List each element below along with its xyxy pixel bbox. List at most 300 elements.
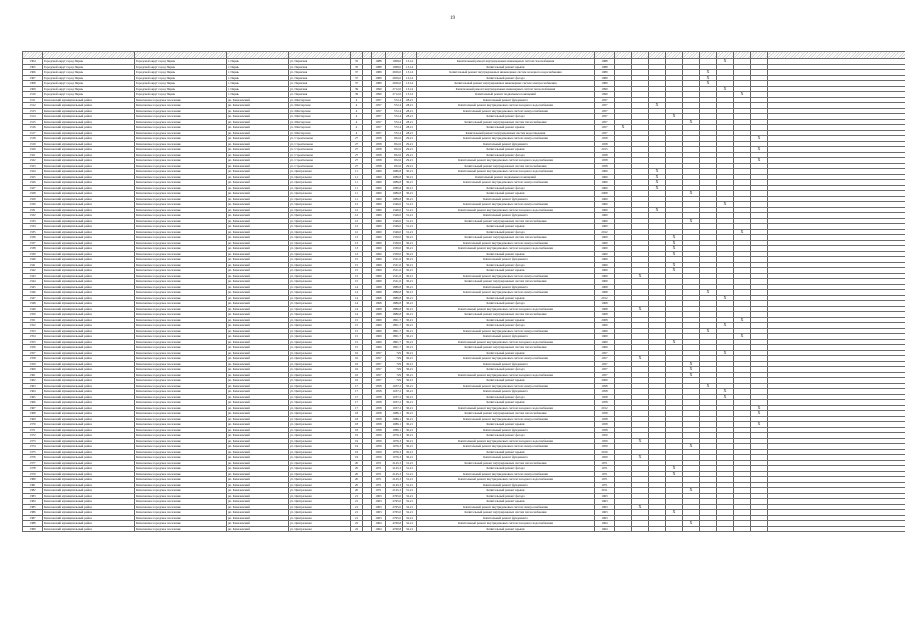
street-cell: ул. Центральная: [289, 515, 351, 521]
year-built-cell: 1988: [372, 59, 386, 65]
area-cell: 1521,6: [386, 279, 403, 285]
settlement-cell: Кизеловское городское поселение: [135, 119, 227, 125]
house-number-cell: 11: [351, 191, 363, 197]
locality-cell: рп. Кизеловский: [227, 460, 289, 466]
wear-cell: 30,21: [403, 389, 417, 395]
area-cell: 572,4: [386, 119, 403, 125]
street-cell: ул. Пермская: [289, 81, 351, 87]
year-built-cell: 1958: [372, 136, 386, 142]
municipal-district-cell: Кизеловский муниципальный район: [43, 416, 135, 422]
locality-cell: рп. Кизеловский: [227, 246, 289, 252]
table-row: [23, 526, 905, 532]
locality-cell: рп. Кизеловский: [227, 400, 289, 406]
area-cell: 1346,0: [386, 213, 403, 219]
header-cell: [43, 52, 135, 59]
mark-cell: X: [717, 295, 734, 301]
year-cell: 2011: [595, 488, 615, 494]
street-cell: ул. Центральная: [289, 488, 351, 494]
row-number-cell: 1317: [23, 130, 43, 136]
year-built-cell: 1957: [372, 350, 386, 356]
house-number-cell: 17: [351, 405, 363, 411]
area-cell: 2656,0: [386, 75, 403, 81]
municipal-district-cell: Кизеловский муниципальный район: [43, 526, 135, 532]
work-type-cell: Капитальный ремонт фасада: [417, 433, 595, 439]
year-built-cell: 1968: [372, 290, 386, 296]
settlement-cell: Кизеловское городское поселение: [135, 213, 227, 219]
locality-cell: рп. Кизеловский: [227, 251, 289, 257]
street-cell: ул. Строительная: [289, 158, 351, 164]
wear-cell: 13,14: [403, 81, 417, 87]
year-cell: 1960: [595, 180, 615, 186]
settlement-cell: Кизеловское городское поселение: [135, 114, 227, 120]
mark-cell: X: [700, 70, 717, 76]
row-number-cell: 1333: [23, 218, 43, 224]
municipal-district-cell: Городской округ город Пермь: [43, 59, 135, 65]
settlement-cell: Кизеловское городское поселение: [135, 108, 227, 114]
year-built-cell: 1958: [372, 158, 386, 164]
house-number-cell: 21: [351, 499, 363, 505]
mark-cell: X: [700, 290, 717, 296]
street-cell: ул. Центральная: [289, 246, 351, 252]
year-cell: 1958: [595, 389, 615, 395]
settlement-cell: Кизеловское городское поселение: [135, 515, 227, 521]
area-cell: 2712,0: [386, 92, 403, 98]
year-cell: 1958: [595, 136, 615, 142]
mark-cell: X: [751, 136, 768, 142]
wear-cell: 28,21: [403, 108, 417, 114]
locality-cell: рп. Кизеловский: [227, 213, 289, 219]
year-built-cell: 1963: [372, 510, 386, 516]
area-cell: 572,4: [386, 108, 403, 114]
header-cell: [700, 52, 717, 59]
row-number-cell: 1368: [23, 411, 43, 417]
area-cell: 1037,2: [386, 400, 403, 406]
locality-cell: рп. Кизеловский: [227, 339, 289, 345]
mark-cell: X: [649, 174, 666, 180]
settlement-cell: Городской округ город Пермь: [135, 86, 227, 92]
street-cell: ул. Пермская: [289, 64, 351, 70]
work-type-cell: Капитальный ремонт внутридомовых систем теплоснабжения: [417, 163, 595, 169]
street-cell: ул. Центральная: [289, 323, 351, 329]
house-number-cell: 16: [351, 372, 363, 378]
wear-cell: 29,21: [403, 141, 417, 147]
locality-cell: рп. Кизеловский: [227, 350, 289, 356]
work-type-cell: Капитальный ремонт фасада: [417, 367, 595, 373]
work-type-cell: Капитальный ремонт внутридомовых систем электроснабжения: [417, 273, 595, 279]
area-cell: 2145,3: [386, 471, 403, 477]
year-cell: 1960: [595, 218, 615, 224]
year-built-cell: 1971: [372, 466, 386, 472]
row-number-cell: 1371: [23, 427, 43, 433]
area-cell: 1330,0: [386, 246, 403, 252]
header-cell: [595, 52, 615, 59]
settlement-cell: Кизеловское городское поселение: [135, 394, 227, 400]
locality-cell: рп. Кизеловский: [227, 147, 289, 153]
wear-cell: 30,21: [403, 257, 417, 263]
work-type-cell: Капитальный ремонт внутридомовых систем холодного водоснабжения: [417, 438, 595, 444]
wear-cell: 13,14: [403, 75, 417, 81]
row-number-cell: 1379: [23, 471, 43, 477]
mark-cell: X: [717, 86, 734, 92]
settlement-cell: Кизеловское городское поселение: [135, 460, 227, 466]
street-cell: ул. Шахтерская: [289, 108, 351, 114]
area-cell: 729: [386, 356, 403, 362]
year-built-cell: 1958: [372, 147, 386, 153]
wear-cell: 31,21: [403, 229, 417, 235]
settlement-cell: Кизеловское городское поселение: [135, 262, 227, 268]
settlement-cell: Кизеловское городское поселение: [135, 224, 227, 230]
row-number-cell: 1359: [23, 361, 43, 367]
municipal-district-cell: Кизеловский муниципальный район: [43, 284, 135, 290]
house-number-cell: 4: [351, 119, 363, 125]
house-number-cell: 20: [351, 482, 363, 488]
locality-cell: рп. Кизеловский: [227, 108, 289, 114]
year-built-cell: 1968: [372, 295, 386, 301]
year-built-cell: 1971: [372, 488, 386, 494]
settlement-cell: Кизеловское городское поселение: [135, 290, 227, 296]
row-number-cell: 1315: [23, 119, 43, 125]
year-built-cell: 1969: [372, 323, 386, 329]
mark-cell: X: [717, 202, 734, 208]
wear-cell: 30,21: [403, 268, 417, 274]
area-cell: 2765,0: [386, 499, 403, 505]
year-cell: 1964: [595, 526, 615, 532]
year-cell: 1958: [595, 427, 615, 433]
house-number-cell: 15: [351, 268, 363, 274]
settlement-cell: Кизеловское городское поселение: [135, 521, 227, 527]
locality-cell: рп. Кизеловский: [227, 427, 289, 433]
municipal-district-cell: Кизеловский муниципальный район: [43, 444, 135, 450]
year-built-cell: 1969: [372, 262, 386, 268]
area-cell: 1801,7: [386, 323, 403, 329]
row-number-cell: 1338: [23, 246, 43, 252]
locality-cell: рп. Кизеловский: [227, 504, 289, 510]
locality-cell: г. Пермь: [227, 64, 289, 70]
locality-cell: рп. Кизеловский: [227, 141, 289, 147]
settlement-cell: Кизеловское городское поселение: [135, 334, 227, 340]
year-built-cell: 1964: [372, 521, 386, 527]
locality-cell: рп. Кизеловский: [227, 334, 289, 340]
settlement-cell: Кизеловское городское поселение: [135, 405, 227, 411]
work-type-cell: Капитальный ремонт внутридомовых систем холодного водоснабжения: [417, 477, 595, 483]
municipal-district-cell: Кизеловский муниципальный район: [43, 97, 135, 103]
row-number-cell: 1334: [23, 224, 43, 230]
year-cell: 2008: [595, 191, 615, 197]
work-type-cell: Капитальный ремонт внутридомовых систем холодного водоснабжения: [417, 207, 595, 213]
municipal-district-cell: Кизеловский муниципальный район: [43, 191, 135, 197]
house-number-cell: 13: [351, 235, 363, 241]
row-number-cell: 1360: [23, 367, 43, 373]
work-type-cell: Капитальный ремонт внутридомовых систем холодного водоснабжения: [417, 339, 595, 345]
year-cell: 1957: [595, 103, 615, 109]
year-built-cell: 1960: [372, 229, 386, 235]
area-cell: 2145,3: [386, 482, 403, 488]
locality-cell: рп. Кизеловский: [227, 103, 289, 109]
house-number-cell: 19: [351, 455, 363, 461]
house-number-cell: 15: [351, 257, 363, 263]
street-cell: ул. Центральная: [289, 378, 351, 384]
locality-cell: рп. Кизеловский: [227, 526, 289, 532]
year-cell: 1969: [595, 268, 615, 274]
header-cell: [135, 52, 227, 59]
municipal-district-cell: Кизеловский муниципальный район: [43, 125, 135, 131]
municipal-district-cell: Кизеловский муниципальный район: [43, 136, 135, 142]
year-cell: 1959: [595, 455, 615, 461]
year-cell: 1971: [595, 460, 615, 466]
municipal-district-cell: Кизеловский муниципальный район: [43, 196, 135, 202]
street-cell: ул. Центральная: [289, 416, 351, 422]
settlement-cell: Кизеловское городское поселение: [135, 499, 227, 505]
wear-cell: 30,21: [403, 350, 417, 356]
wear-cell: 30,21: [403, 323, 417, 329]
mark-cell: X: [683, 372, 700, 378]
house-number-cell: 21: [351, 493, 363, 499]
mark-cell: X: [717, 323, 734, 329]
municipal-district-cell: Кизеловский муниципальный район: [43, 383, 135, 389]
locality-cell: рп. Кизеловский: [227, 466, 289, 472]
row-number-cell: 1385: [23, 504, 43, 510]
work-type-cell: Капитальный ремонт внутридомовых систем теплоснабжения: [417, 279, 595, 285]
work-type-cell: Капитальный ремонт фундамента: [417, 213, 595, 219]
work-type-cell: Капитальный ремонт крыши: [417, 400, 595, 406]
settlement-cell: Городской округ город Пермь: [135, 64, 227, 70]
municipal-district-cell: Кизеловский муниципальный район: [43, 394, 135, 400]
year-cell: 1957: [595, 367, 615, 373]
header-cell: [683, 52, 700, 59]
settlement-cell: Кизеловское городское поселение: [135, 207, 227, 213]
wear-cell: 30,21: [403, 345, 417, 351]
house-number-cell: 39: [351, 86, 363, 92]
year-cell: 1957: [595, 119, 615, 125]
row-number-cell: 1372: [23, 433, 43, 439]
row-number-cell: 1308: [23, 81, 43, 87]
house-number-cell: 11: [351, 174, 363, 180]
locality-cell: рп. Кизеловский: [227, 273, 289, 279]
municipal-district-cell: Кизеловский муниципальный район: [43, 218, 135, 224]
area-cell: 952,6: [386, 141, 403, 147]
settlement-cell: Кизеловское городское поселение: [135, 488, 227, 494]
street-cell: ул. Центральная: [289, 218, 351, 224]
locality-cell: рп. Кизеловский: [227, 119, 289, 125]
year-built-cell: 1957: [372, 119, 386, 125]
mark-cell: X: [683, 488, 700, 494]
mark-cell: X: [751, 147, 768, 153]
area-cell: 1801,7: [386, 345, 403, 351]
settlement-cell: Кизеловское городское поселение: [135, 279, 227, 285]
area-cell: 1086,1: [386, 422, 403, 428]
house-number-cell: 27: [351, 158, 363, 164]
locality-cell: рп. Кизеловский: [227, 218, 289, 224]
house-number-cell: 27: [351, 136, 363, 142]
area-cell: 1076,3: [386, 438, 403, 444]
year-cell: 1963: [595, 510, 615, 516]
mark-cell: X: [751, 158, 768, 164]
wear-cell: 29,21: [403, 158, 417, 164]
mark-cell: X: [683, 361, 700, 367]
year-cell: 1958: [595, 141, 615, 147]
settlement-cell: Кизеловское городское поселение: [135, 482, 227, 488]
year-cell: 1957: [595, 361, 615, 367]
mark-cell: X: [683, 521, 700, 527]
mark-cell: X: [666, 251, 683, 257]
street-cell: ул. Центральная: [289, 427, 351, 433]
wear-cell: 30,21: [403, 328, 417, 334]
municipal-district-cell: Кизеловский муниципальный район: [43, 493, 135, 499]
year-built-cell: 1968: [372, 284, 386, 290]
work-type-cell: Капитальный ремонт фасада: [417, 493, 595, 499]
area-cell: 1521,6: [386, 257, 403, 263]
street-cell: ул. Центральная: [289, 493, 351, 499]
settlement-cell: Кизеловское городское поселение: [135, 196, 227, 202]
area-cell: 572,4: [386, 103, 403, 109]
mark-cell: X: [683, 119, 700, 125]
year-built-cell: 1988: [372, 64, 386, 70]
mark-cell: X: [751, 422, 768, 428]
locality-cell: рп. Кизеловский: [227, 389, 289, 395]
year-cell: 1988: [595, 59, 615, 65]
street-cell: ул. Центральная: [289, 251, 351, 257]
row-number-cell: 1358: [23, 356, 43, 362]
header-cell: [23, 52, 43, 59]
year-built-cell: 1963: [372, 493, 386, 499]
work-type-cell: Капитальный ремонт внутридомовых систем теплоснабжения: [417, 411, 595, 417]
area-cell: 2712,0: [386, 86, 403, 92]
year-built-cell: 1960: [372, 185, 386, 191]
work-type-cell: Капитальный ремонт фундамента: [417, 361, 595, 367]
row-number-cell: 1304: [23, 59, 43, 65]
mark-cell: [700, 526, 717, 532]
row-number-cell: 1329: [23, 196, 43, 202]
street-cell: ул. Центральная: [289, 224, 351, 230]
row-number-cell: 1351: [23, 317, 43, 323]
wear-cell: 30,21: [403, 240, 417, 246]
header-cell: [417, 52, 595, 59]
work-type-cell: Капитальный ремонт фундамента: [417, 334, 595, 340]
row-number-cell: 1307: [23, 75, 43, 81]
house-number-cell: 4: [351, 103, 363, 109]
mark-cell: X: [717, 350, 734, 356]
header-cell: [289, 52, 351, 59]
street-cell: ул. Центральная: [289, 361, 351, 367]
settlement-cell: Кизеловское городское поселение: [135, 240, 227, 246]
row-number-cell: 1384: [23, 499, 43, 505]
settlement-cell: Кизеловское городское поселение: [135, 97, 227, 103]
municipal-district-cell: Городской округ город Пермь: [43, 86, 135, 92]
wear-cell: 28,21: [403, 119, 417, 125]
work-type-cell: Капитальный ремонт внутридомовых инженерных систем газоснабжения: [417, 59, 595, 65]
wear-cell: 30,21: [403, 383, 417, 389]
year-built-cell: 1957: [372, 130, 386, 136]
street-cell: ул. Строительная: [289, 136, 351, 142]
settlement-cell: Кизеловское городское поселение: [135, 361, 227, 367]
settlement-cell: Кизеловское городское поселение: [135, 422, 227, 428]
municipal-district-cell: Кизеловский муниципальный район: [43, 449, 135, 455]
year-cell: 1971: [595, 466, 615, 472]
area-cell: 2765,0: [386, 493, 403, 499]
locality-cell: рп. Кизеловский: [227, 455, 289, 461]
year-built-cell: 1990: [372, 86, 386, 92]
house-number-cell: 37: [351, 75, 363, 81]
header-cell: [666, 52, 683, 59]
year-cell: 1964: [595, 521, 615, 527]
work-type-cell: Капитальный ремонт фасада: [417, 301, 595, 307]
table-header: [23, 52, 905, 59]
house-number-cell: 15: [351, 323, 363, 329]
work-type-cell: Капитальный ремонт внутридомовых систем электроснабжения: [417, 180, 595, 186]
work-type-cell: Капитальный ремонт крыши: [417, 422, 595, 428]
settlement-cell: Кизеловское городское поселение: [135, 493, 227, 499]
locality-cell: рп. Кизеловский: [227, 323, 289, 329]
locality-cell: рп. Кизеловский: [227, 169, 289, 175]
year-built-cell: 1971: [372, 482, 386, 488]
row-number-cell: 1311: [23, 97, 43, 103]
year-cell: 1958: [595, 416, 615, 422]
mark-cell: X: [700, 383, 717, 389]
year-built-cell: 1958: [372, 141, 386, 147]
area-cell: 2145,3: [386, 466, 403, 472]
house-number-cell: 19: [351, 433, 363, 439]
year-cell: 2015: [595, 147, 615, 153]
row-number-cell: 1387: [23, 515, 43, 521]
year-cell: 1971: [595, 482, 615, 488]
year-cell: 1969: [595, 273, 615, 279]
row-number-cell: 1341: [23, 262, 43, 268]
year-cell: 1963: [595, 493, 615, 499]
municipal-district-cell: Кизеловский муниципальный район: [43, 317, 135, 323]
work-type-cell: Капитальный ремонт внутридомовых систем электроснабжения: [417, 444, 595, 450]
house-number-cell: 12: [351, 202, 363, 208]
row-number-cell: 1382: [23, 488, 43, 494]
year-cell: 1957: [595, 125, 615, 131]
municipal-district-cell: Кизеловский муниципальный район: [43, 119, 135, 125]
house-number-cell: 15: [351, 328, 363, 334]
locality-cell: рп. Кизеловский: [227, 125, 289, 131]
street-cell: ул. Строительная: [289, 152, 351, 158]
house-number-cell: 13: [351, 246, 363, 252]
wear-cell: 30,21: [403, 301, 417, 307]
house-number-cell: 20: [351, 466, 363, 472]
year-built-cell: 1957: [372, 103, 386, 109]
work-type-cell: Капитальный ремонт внутридомовых инженерных систем теплоснабжения: [417, 86, 595, 92]
year-built-cell: 1959: [372, 455, 386, 461]
wear-cell: 31,21: [403, 207, 417, 213]
street-cell: ул. Центральная: [289, 521, 351, 527]
row-number-cell: 1343: [23, 273, 43, 279]
work-type-cell: Капитальный ремонт внутридомовых систем холодного водоснабжения: [417, 405, 595, 411]
settlement-cell: Кизеловское городское поселение: [135, 251, 227, 257]
year-built-cell: 1958: [372, 383, 386, 389]
street-cell: ул. Центральная: [289, 411, 351, 417]
mark-cell: X: [683, 191, 700, 197]
street-cell: ул. Центральная: [289, 422, 351, 428]
year-cell: 1971: [595, 471, 615, 477]
municipal-district-cell: Кизеловский муниципальный район: [43, 367, 135, 373]
row-number-cell: 1323: [23, 163, 43, 169]
street-cell: ул. Центральная: [289, 339, 351, 345]
row-number-cell: 1373: [23, 438, 43, 444]
row-number-cell: 1346: [23, 290, 43, 296]
year-built-cell: 1969: [372, 334, 386, 340]
year-cell: 1959: [595, 438, 615, 444]
mark-cell: X: [700, 81, 717, 87]
year-cell: 2012: [595, 295, 615, 301]
row-number-cell: 1348: [23, 301, 43, 307]
settlement-cell: Кизеловское городское поселение: [135, 218, 227, 224]
street-cell: ул. Центральная: [289, 191, 351, 197]
municipal-district-cell: Кизеловский муниципальный район: [43, 147, 135, 153]
year-cell: 1957: [595, 130, 615, 136]
mark-cell: [666, 526, 683, 532]
